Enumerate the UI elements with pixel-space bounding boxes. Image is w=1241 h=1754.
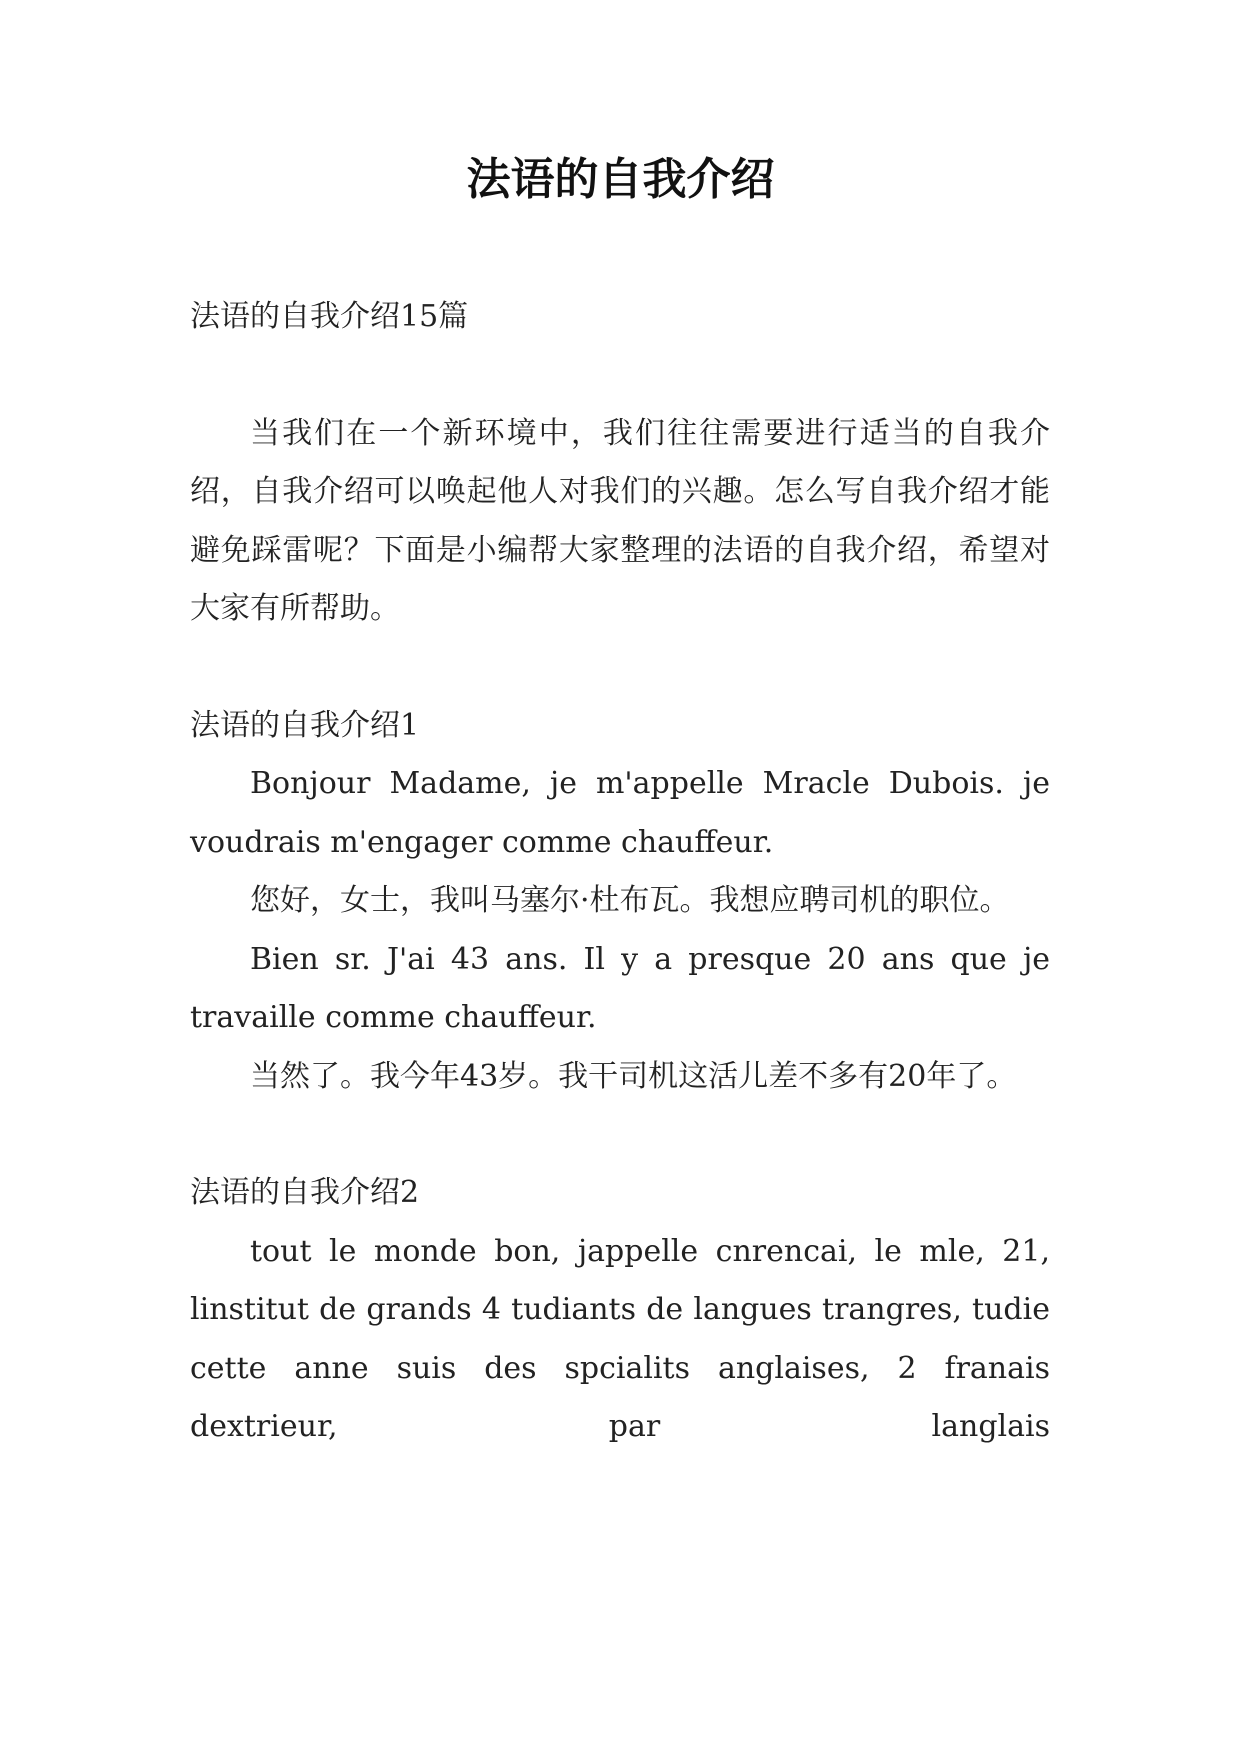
document-title: 法语的自我介绍 — [466, 154, 775, 205]
paragraph: Bonjour Madame, je m'appelle Mracle Dubois. je voudrais m'engager comme chauffeur. — [190, 766, 1050, 860]
section-2 — [190, 1164, 1050, 1457]
section-heading: 法语的自我介绍1 — [190, 707, 420, 743]
section-heading: 法语的自我介绍2 — [190, 1175, 420, 1210]
paragraph: Bien sr. J'ai 43 ans. Il y a presque 20 ans que je travaille comme chauffeur. — [190, 941, 1050, 1035]
document-subtitle: 法语的自我介绍15篇 — [190, 299, 469, 334]
paragraph: 您好，女士，我叫马塞尔·杜布瓦。我想应聘司机的职位。 — [250, 883, 1010, 918]
section-spacer — [190, 1106, 1050, 1164]
paragraph: 当然了。我今年43岁。我干司机这活儿差不多有20年了。 — [250, 1058, 1017, 1094]
intro-paragraph: 当我们在一个新环境中，我们往往需要进行适当的自我介绍，自我介绍可以唤起他人对我们的兴趣。怎么写自我介绍才能避免踩雷呢？下面是小编帮大家整理的法语的自我介绍，希望对大家有所帮助。 — [190, 415, 1050, 626]
document-body — [190, 288, 1050, 1457]
section-1 — [190, 697, 1050, 1107]
paragraph: tout le monde bon, jappelle cnrencai, le mle, 21, linstitut de grands 4 tudiants de langues trangres, tudie cette anne suis des spcialits anglaises, 2 franais dextrieur, par langlais — [190, 1233, 1050, 1444]
